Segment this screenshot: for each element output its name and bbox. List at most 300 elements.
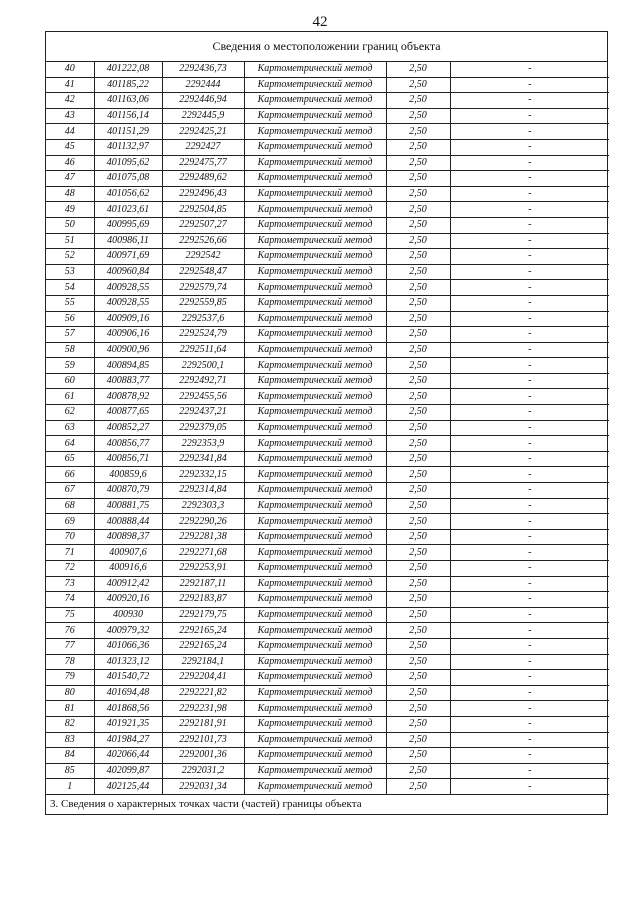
x-coordinate: 400856,71 xyxy=(94,451,162,467)
accuracy: 2,50 xyxy=(386,561,450,577)
description: - xyxy=(450,483,609,499)
x-coordinate: 401694,48 xyxy=(94,685,162,701)
method: Картометрический метод xyxy=(244,638,386,654)
x-coordinate: 400883,77 xyxy=(94,373,162,389)
point-number: 42 xyxy=(46,93,94,109)
point-number: 48 xyxy=(46,186,94,202)
x-coordinate: 400859,6 xyxy=(94,467,162,483)
y-coordinate: 2292489,62 xyxy=(162,171,244,187)
accuracy: 2,50 xyxy=(386,763,450,779)
table-row xyxy=(46,280,609,296)
method: Картометрический метод xyxy=(244,451,386,467)
point-number: 69 xyxy=(46,514,94,530)
y-coordinate: 2292187,11 xyxy=(162,576,244,592)
table-row xyxy=(46,592,609,608)
table-row xyxy=(46,638,609,654)
method: Картометрический метод xyxy=(244,202,386,218)
table-row xyxy=(46,389,609,405)
table-row xyxy=(46,358,609,374)
description: - xyxy=(450,342,609,358)
accuracy: 2,50 xyxy=(386,139,450,155)
point-number: 80 xyxy=(46,685,94,701)
x-coordinate: 401095,62 xyxy=(94,155,162,171)
table-row xyxy=(46,373,609,389)
method: Картометрический метод xyxy=(244,280,386,296)
description: - xyxy=(450,233,609,249)
y-coordinate: 2292179,75 xyxy=(162,607,244,623)
accuracy: 2,50 xyxy=(386,311,450,327)
method: Картометрический метод xyxy=(244,561,386,577)
method: Картометрический метод xyxy=(244,295,386,311)
table-row xyxy=(46,108,609,124)
point-number: 54 xyxy=(46,280,94,296)
table-row xyxy=(46,732,609,748)
table-row xyxy=(46,576,609,592)
point-number: 63 xyxy=(46,420,94,436)
x-coordinate: 400960,84 xyxy=(94,264,162,280)
point-number: 68 xyxy=(46,498,94,514)
description: - xyxy=(450,467,609,483)
x-coordinate: 400870,79 xyxy=(94,483,162,499)
point-number: 61 xyxy=(46,389,94,405)
point-number: 56 xyxy=(46,311,94,327)
description: - xyxy=(450,716,609,732)
accuracy: 2,50 xyxy=(386,779,450,795)
coordinates-table xyxy=(46,62,609,795)
point-number: 65 xyxy=(46,451,94,467)
description: - xyxy=(450,311,609,327)
accuracy: 2,50 xyxy=(386,701,450,717)
y-coordinate: 2292031,2 xyxy=(162,763,244,779)
table-row xyxy=(46,545,609,561)
description: - xyxy=(450,638,609,654)
table-row xyxy=(46,405,609,421)
boundary-document xyxy=(45,31,608,815)
description: - xyxy=(450,280,609,296)
description: - xyxy=(450,295,609,311)
y-coordinate: 2292446,94 xyxy=(162,93,244,109)
point-number: 59 xyxy=(46,358,94,374)
description: - xyxy=(450,217,609,233)
method: Картометрический метод xyxy=(244,779,386,795)
y-coordinate: 2292204,41 xyxy=(162,670,244,686)
description: - xyxy=(450,373,609,389)
method: Картометрический метод xyxy=(244,77,386,93)
description: - xyxy=(450,108,609,124)
description: - xyxy=(450,654,609,670)
x-coordinate: 400912,42 xyxy=(94,576,162,592)
table-row xyxy=(46,139,609,155)
method: Картометрический метод xyxy=(244,763,386,779)
x-coordinate: 402125,44 xyxy=(94,779,162,795)
table-row xyxy=(46,311,609,327)
point-number: 52 xyxy=(46,249,94,265)
accuracy: 2,50 xyxy=(386,342,450,358)
x-coordinate: 401921,35 xyxy=(94,716,162,732)
description: - xyxy=(450,701,609,717)
x-coordinate: 400971,69 xyxy=(94,249,162,265)
description: - xyxy=(450,607,609,623)
point-number: 1 xyxy=(46,779,94,795)
y-coordinate: 2292496,43 xyxy=(162,186,244,202)
accuracy: 2,50 xyxy=(386,451,450,467)
method: Картометрический метод xyxy=(244,327,386,343)
description: - xyxy=(450,779,609,795)
y-coordinate: 2292524,79 xyxy=(162,327,244,343)
table-row xyxy=(46,748,609,764)
x-coordinate: 400894,85 xyxy=(94,358,162,374)
description: - xyxy=(450,670,609,686)
x-coordinate: 400881,75 xyxy=(94,498,162,514)
accuracy: 2,50 xyxy=(386,389,450,405)
y-coordinate: 2292504,85 xyxy=(162,202,244,218)
description: - xyxy=(450,405,609,421)
table-row xyxy=(46,701,609,717)
x-coordinate: 400856,77 xyxy=(94,436,162,452)
y-coordinate: 2292559,85 xyxy=(162,295,244,311)
description: - xyxy=(450,327,609,343)
accuracy: 2,50 xyxy=(386,171,450,187)
method: Картометрический метод xyxy=(244,186,386,202)
point-number: 40 xyxy=(46,62,94,77)
table-row xyxy=(46,607,609,623)
point-number: 71 xyxy=(46,545,94,561)
y-coordinate: 2292332,15 xyxy=(162,467,244,483)
point-number: 62 xyxy=(46,405,94,421)
point-number: 82 xyxy=(46,716,94,732)
accuracy: 2,50 xyxy=(386,186,450,202)
point-number: 44 xyxy=(46,124,94,140)
accuracy: 2,50 xyxy=(386,295,450,311)
method: Картометрический метод xyxy=(244,171,386,187)
table-row xyxy=(46,623,609,639)
description: - xyxy=(450,451,609,467)
accuracy: 2,50 xyxy=(386,498,450,514)
description: - xyxy=(450,763,609,779)
accuracy: 2,50 xyxy=(386,373,450,389)
method: Картометрический метод xyxy=(244,685,386,701)
accuracy: 2,50 xyxy=(386,576,450,592)
method: Картометрический метод xyxy=(244,264,386,280)
method: Картометрический метод xyxy=(244,405,386,421)
method: Картометрический метод xyxy=(244,529,386,545)
table-row xyxy=(46,217,609,233)
y-coordinate: 2292444 xyxy=(162,77,244,93)
description: - xyxy=(450,576,609,592)
y-coordinate: 2292303,3 xyxy=(162,498,244,514)
point-number: 49 xyxy=(46,202,94,218)
x-coordinate: 401185,22 xyxy=(94,77,162,93)
description: - xyxy=(450,389,609,405)
table-row xyxy=(46,93,609,109)
y-coordinate: 2292542 xyxy=(162,249,244,265)
table-row xyxy=(46,420,609,436)
x-coordinate: 400995,69 xyxy=(94,217,162,233)
point-number: 73 xyxy=(46,576,94,592)
method: Картометрический метод xyxy=(244,654,386,670)
description: - xyxy=(450,732,609,748)
point-number: 51 xyxy=(46,233,94,249)
y-coordinate: 2292437,21 xyxy=(162,405,244,421)
y-coordinate: 2292353,9 xyxy=(162,436,244,452)
table-row xyxy=(46,327,609,343)
y-coordinate: 2292184,1 xyxy=(162,654,244,670)
point-number: 75 xyxy=(46,607,94,623)
y-coordinate: 2292425,21 xyxy=(162,124,244,140)
table-row xyxy=(46,514,609,530)
table-row xyxy=(46,264,609,280)
y-coordinate: 2292379,05 xyxy=(162,420,244,436)
point-number: 81 xyxy=(46,701,94,717)
description: - xyxy=(450,514,609,530)
accuracy: 2,50 xyxy=(386,358,450,374)
table-row xyxy=(46,561,609,577)
method: Картометрический метод xyxy=(244,62,386,77)
method: Картометрический метод xyxy=(244,623,386,639)
table-row xyxy=(46,498,609,514)
x-coordinate: 400878,92 xyxy=(94,389,162,405)
x-coordinate: 401163,06 xyxy=(94,93,162,109)
x-coordinate: 400877,65 xyxy=(94,405,162,421)
x-coordinate: 401075,08 xyxy=(94,171,162,187)
accuracy: 2,50 xyxy=(386,529,450,545)
table-row xyxy=(46,124,609,140)
accuracy: 2,50 xyxy=(386,249,450,265)
accuracy: 2,50 xyxy=(386,592,450,608)
method: Картометрический метод xyxy=(244,670,386,686)
description: - xyxy=(450,139,609,155)
table-row xyxy=(46,483,609,499)
x-coordinate: 401540,72 xyxy=(94,670,162,686)
description: - xyxy=(450,264,609,280)
y-coordinate: 2292031,34 xyxy=(162,779,244,795)
accuracy: 2,50 xyxy=(386,483,450,499)
method: Картометрический метод xyxy=(244,108,386,124)
description: - xyxy=(450,62,609,77)
x-coordinate: 400986,11 xyxy=(94,233,162,249)
description: - xyxy=(450,124,609,140)
y-coordinate: 2292548,47 xyxy=(162,264,244,280)
description: - xyxy=(450,249,609,265)
table-row xyxy=(46,467,609,483)
accuracy: 2,50 xyxy=(386,327,450,343)
y-coordinate: 2292183,87 xyxy=(162,592,244,608)
x-coordinate: 400852,27 xyxy=(94,420,162,436)
table-row xyxy=(46,62,609,77)
description: - xyxy=(450,420,609,436)
x-coordinate: 401056,62 xyxy=(94,186,162,202)
table-row xyxy=(46,295,609,311)
point-number: 83 xyxy=(46,732,94,748)
y-coordinate: 2292181,91 xyxy=(162,716,244,732)
table-row xyxy=(46,249,609,265)
description: - xyxy=(450,358,609,374)
y-coordinate: 2292526,66 xyxy=(162,233,244,249)
point-number: 79 xyxy=(46,670,94,686)
x-coordinate: 401868,56 xyxy=(94,701,162,717)
description: - xyxy=(450,77,609,93)
table-row xyxy=(46,77,609,93)
accuracy: 2,50 xyxy=(386,420,450,436)
method: Картометрический метод xyxy=(244,701,386,717)
x-coordinate: 401151,29 xyxy=(94,124,162,140)
method: Картометрический метод xyxy=(244,155,386,171)
point-number: 85 xyxy=(46,763,94,779)
x-coordinate: 401066,36 xyxy=(94,638,162,654)
point-number: 41 xyxy=(46,77,94,93)
point-number: 60 xyxy=(46,373,94,389)
description: - xyxy=(450,436,609,452)
x-coordinate: 401984,27 xyxy=(94,732,162,748)
section-title: Сведения о местоположении границ объекта xyxy=(46,32,607,62)
table-row xyxy=(46,186,609,202)
y-coordinate: 2292445,9 xyxy=(162,108,244,124)
point-number: 50 xyxy=(46,217,94,233)
point-number: 72 xyxy=(46,561,94,577)
y-coordinate: 2292281,38 xyxy=(162,529,244,545)
point-number: 64 xyxy=(46,436,94,452)
table-row xyxy=(46,233,609,249)
method: Картометрический метод xyxy=(244,124,386,140)
method: Картометрический метод xyxy=(244,249,386,265)
accuracy: 2,50 xyxy=(386,217,450,233)
accuracy: 2,50 xyxy=(386,436,450,452)
table-row xyxy=(46,716,609,732)
point-number: 45 xyxy=(46,139,94,155)
point-number: 76 xyxy=(46,623,94,639)
y-coordinate: 2292579,74 xyxy=(162,280,244,296)
method: Картометрический метод xyxy=(244,420,386,436)
x-coordinate: 401132,97 xyxy=(94,139,162,155)
section-footer: 3. Сведения о характерных точках части (частей) границы объекта xyxy=(50,797,362,810)
description: - xyxy=(450,498,609,514)
method: Картометрический метод xyxy=(244,607,386,623)
point-number: 78 xyxy=(46,654,94,670)
point-number: 43 xyxy=(46,108,94,124)
method: Картометрический метод xyxy=(244,311,386,327)
page-number: 42 xyxy=(312,14,328,30)
description: - xyxy=(450,93,609,109)
x-coordinate: 400906,16 xyxy=(94,327,162,343)
accuracy: 2,50 xyxy=(386,748,450,764)
table-row xyxy=(46,451,609,467)
x-coordinate: 400916,6 xyxy=(94,561,162,577)
y-coordinate: 2292475,77 xyxy=(162,155,244,171)
x-coordinate: 400979,32 xyxy=(94,623,162,639)
method: Картометрический метод xyxy=(244,716,386,732)
y-coordinate: 2292165,24 xyxy=(162,623,244,639)
method: Картометрический метод xyxy=(244,358,386,374)
point-number: 66 xyxy=(46,467,94,483)
accuracy: 2,50 xyxy=(386,202,450,218)
method: Картометрический метод xyxy=(244,93,386,109)
point-number: 47 xyxy=(46,171,94,187)
method: Картометрический метод xyxy=(244,217,386,233)
accuracy: 2,50 xyxy=(386,233,450,249)
x-coordinate: 400930 xyxy=(94,607,162,623)
accuracy: 2,50 xyxy=(386,623,450,639)
point-number: 74 xyxy=(46,592,94,608)
point-number: 55 xyxy=(46,295,94,311)
x-coordinate: 401222,08 xyxy=(94,62,162,77)
y-coordinate: 2292221,82 xyxy=(162,685,244,701)
accuracy: 2,50 xyxy=(386,93,450,109)
method: Картометрический метод xyxy=(244,436,386,452)
y-coordinate: 2292314,84 xyxy=(162,483,244,499)
accuracy: 2,50 xyxy=(386,467,450,483)
accuracy: 2,50 xyxy=(386,124,450,140)
method: Картометрический метод xyxy=(244,233,386,249)
x-coordinate: 402099,87 xyxy=(94,763,162,779)
method: Картометрический метод xyxy=(244,389,386,405)
x-coordinate: 400928,55 xyxy=(94,295,162,311)
method: Картометрический метод xyxy=(244,732,386,748)
method: Картометрический метод xyxy=(244,342,386,358)
method: Картометрический метод xyxy=(244,498,386,514)
y-coordinate: 2292290,26 xyxy=(162,514,244,530)
point-number: 84 xyxy=(46,748,94,764)
description: - xyxy=(450,561,609,577)
description: - xyxy=(450,623,609,639)
accuracy: 2,50 xyxy=(386,264,450,280)
table-row xyxy=(46,436,609,452)
point-number: 67 xyxy=(46,483,94,499)
table-row xyxy=(46,155,609,171)
accuracy: 2,50 xyxy=(386,638,450,654)
x-coordinate: 400909,16 xyxy=(94,311,162,327)
accuracy: 2,50 xyxy=(386,280,450,296)
method: Картометрический метод xyxy=(244,373,386,389)
method: Картометрический метод xyxy=(244,139,386,155)
method: Картометрический метод xyxy=(244,545,386,561)
x-coordinate: 401156,14 xyxy=(94,108,162,124)
y-coordinate: 2292101,73 xyxy=(162,732,244,748)
y-coordinate: 2292271,68 xyxy=(162,545,244,561)
accuracy: 2,50 xyxy=(386,62,450,77)
accuracy: 2,50 xyxy=(386,607,450,623)
table-row xyxy=(46,654,609,670)
description: - xyxy=(450,186,609,202)
accuracy: 2,50 xyxy=(386,685,450,701)
x-coordinate: 401323,12 xyxy=(94,654,162,670)
x-coordinate: 400898,37 xyxy=(94,529,162,545)
x-coordinate: 400888,44 xyxy=(94,514,162,530)
description: - xyxy=(450,685,609,701)
accuracy: 2,50 xyxy=(386,77,450,93)
y-coordinate: 2292436,73 xyxy=(162,62,244,77)
x-coordinate: 400928,55 xyxy=(94,280,162,296)
y-coordinate: 2292231,98 xyxy=(162,701,244,717)
y-coordinate: 2292492,71 xyxy=(162,373,244,389)
accuracy: 2,50 xyxy=(386,670,450,686)
method: Картометрический метод xyxy=(244,592,386,608)
x-coordinate: 401023,61 xyxy=(94,202,162,218)
y-coordinate: 2292427 xyxy=(162,139,244,155)
point-number: 77 xyxy=(46,638,94,654)
y-coordinate: 2292165,24 xyxy=(162,638,244,654)
accuracy: 2,50 xyxy=(386,155,450,171)
point-number: 46 xyxy=(46,155,94,171)
table-row xyxy=(46,670,609,686)
accuracy: 2,50 xyxy=(386,108,450,124)
table-row xyxy=(46,763,609,779)
description: - xyxy=(450,171,609,187)
method: Картометрический метод xyxy=(244,514,386,530)
y-coordinate: 2292001,36 xyxy=(162,748,244,764)
description: - xyxy=(450,748,609,764)
x-coordinate: 402066,44 xyxy=(94,748,162,764)
method: Картометрический метод xyxy=(244,748,386,764)
